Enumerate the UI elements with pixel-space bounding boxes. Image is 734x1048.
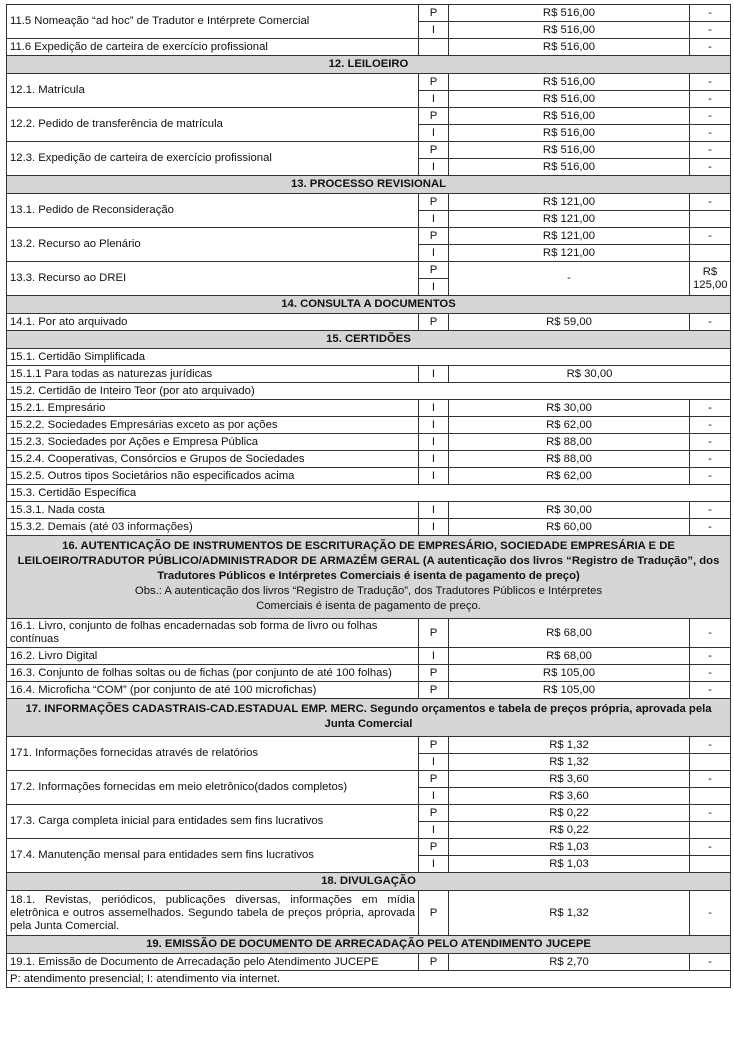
service-fee-extra: -: [690, 805, 731, 822]
service-mode: I: [419, 22, 449, 39]
service-description: 19.1. Emissão de Documento de Arrecadação pelo Atendimento JUCEPE: [7, 954, 419, 971]
service-fee: R$ 30,00: [449, 502, 690, 519]
service-mode: I: [419, 91, 449, 108]
service-description: 15.1.1 Para todas as naturezas jurídicas: [7, 366, 419, 383]
service-fee-extra: -: [690, 159, 731, 176]
service-description: 12.2. Pedido de transferência de matrícula: [7, 108, 419, 142]
footnote-text: P: atendimento presencial; I: atendimento via internet.: [7, 971, 731, 988]
section-note-line-2: Comerciais é isenta de pagamento de preço.: [256, 600, 481, 612]
service-description: 15.2.4. Cooperativas, Consórcios e Grupos de Sociedades: [7, 451, 419, 468]
table-row: [7, 142, 731, 159]
service-fee-extra: -: [690, 228, 731, 245]
service-mode: I: [419, 245, 449, 262]
service-fee-extra: R$ 125,00: [690, 262, 731, 296]
service-mode: I: [419, 502, 449, 519]
service-description: 13.1. Pedido de Reconsideração: [7, 194, 419, 228]
service-description: 18.1. Revistas, periódicos, publicações diversas, informações em mídia eletrônica e outros assemelhados. Segundo tabela de preços própria, aprovada pela Junta Comercial.: [7, 891, 419, 936]
service-mode: I: [419, 754, 449, 771]
table-row: [7, 519, 731, 536]
table-row: [7, 74, 731, 91]
service-fee: R$ 516,00: [449, 125, 690, 142]
service-fee-extra: -: [690, 417, 731, 434]
service-fee: R$ 121,00: [449, 245, 690, 262]
table-row: [7, 468, 731, 485]
table-row: [7, 891, 731, 936]
service-mode: P: [419, 954, 449, 971]
table-row: [7, 434, 731, 451]
service-fee: R$ 1,03: [449, 856, 690, 873]
service-fee-extra: [690, 754, 731, 771]
table-row: [7, 39, 731, 56]
service-mode: P: [419, 891, 449, 936]
table-row: [7, 771, 731, 788]
service-mode: I: [419, 788, 449, 805]
service-mode: I: [419, 400, 449, 417]
service-mode: I: [419, 451, 449, 468]
service-fee: R$ 62,00: [449, 468, 690, 485]
service-fee: -: [449, 262, 690, 296]
service-mode: I: [419, 856, 449, 873]
service-mode: P: [419, 314, 449, 331]
service-description: 16.1. Livro, conjunto de folhas encadernadas sob forma de livro ou folhas contínuas: [7, 619, 419, 648]
subsection-row: [7, 349, 731, 366]
service-description: 13.2. Recurso ao Plenário: [7, 228, 419, 262]
section-header: [7, 536, 731, 619]
section-title: 16. AUTENTICAÇÃO DE INSTRUMENTOS DE ESCRITURAÇÃO DE EMPRESÁRIO, SOCIEDADE EMPRESÁRIA E DE LEILOEIRO/TRADUTOR PÚBLICO/ADMINISTRADOR DE ARMAZÉM GERAL (A autenticação dos livros “Registro de Tradução”, dos Tradutores Públicos e Intérpretes Comerciais é isenta de pagamento de preço): [17, 540, 720, 582]
table-row: [7, 5, 731, 22]
section-title: 18. DIVULGAÇÃO: [7, 873, 731, 891]
service-fee: R$ 3,60: [449, 788, 690, 805]
table-row: [7, 108, 731, 125]
service-mode: P: [419, 839, 449, 856]
service-fee: R$ 1,32: [449, 891, 690, 936]
service-fee-extra: -: [690, 142, 731, 159]
service-description: 17.2. Informações fornecidas em meio eletrônico(dados completos): [7, 771, 419, 805]
service-fee-extra: -: [690, 108, 731, 125]
service-fee: R$ 516,00: [449, 74, 690, 91]
service-mode: P: [419, 194, 449, 211]
service-description: 15.3.2. Demais (até 03 informações): [7, 519, 419, 536]
section-header: [7, 176, 731, 194]
table-row: [7, 805, 731, 822]
service-fee: R$ 121,00: [449, 228, 690, 245]
service-description: 13.3. Recurso ao DREI: [7, 262, 419, 296]
table-row: [7, 194, 731, 211]
service-fee-extra: [690, 822, 731, 839]
service-description: 171. Informações fornecidas através de relatórios: [7, 737, 419, 771]
service-description: 15.2.5. Outros tipos Societários não especificados acima: [7, 468, 419, 485]
service-description: 16.2. Livro Digital: [7, 648, 419, 665]
service-mode: P: [419, 262, 449, 279]
service-mode: I: [419, 279, 449, 296]
service-fee-extra: -: [690, 22, 731, 39]
service-mode: P: [419, 682, 449, 699]
service-fee: R$ 105,00: [449, 665, 690, 682]
table-row: [7, 417, 731, 434]
service-fee: R$ 30,00: [449, 366, 731, 383]
service-description: 15.2.1. Empresário: [7, 400, 419, 417]
section-header: [7, 699, 731, 737]
service-fee-extra: -: [690, 648, 731, 665]
service-mode: P: [419, 737, 449, 754]
subsection-label: 15.1. Certidão Simplificada: [7, 349, 731, 366]
service-fee-extra: -: [690, 502, 731, 519]
service-fee: R$ 0,22: [449, 822, 690, 839]
service-mode: P: [419, 74, 449, 91]
subsection-label: 15.2. Certidão de Inteiro Teor (por ato arquivado): [7, 383, 731, 400]
service-fee: R$ 516,00: [449, 5, 690, 22]
service-fee: R$ 1,32: [449, 737, 690, 754]
service-fee-extra: [690, 856, 731, 873]
section-title: 15. CERTIDÕES: [7, 331, 731, 349]
table-row: [7, 262, 731, 279]
section-title-block: [7, 536, 731, 619]
fee-table-body: [7, 5, 731, 988]
service-description: 12.3. Expedição de carteira de exercício profissional: [7, 142, 419, 176]
service-mode: I: [419, 125, 449, 142]
service-fee-extra: -: [690, 194, 731, 211]
service-description: 11.6 Expedição de carteira de exercício profissional: [7, 39, 419, 56]
service-description: 16.4. Microficha “COM” (por conjunto de até 100 microfichas): [7, 682, 419, 699]
section-title: 14. CONSULTA A DOCUMENTOS: [7, 296, 731, 314]
table-row: [7, 619, 731, 648]
subsection-row: [7, 383, 731, 400]
table-row: [7, 839, 731, 856]
service-fee: R$ 2,70: [449, 954, 690, 971]
table-row: [7, 366, 731, 383]
service-fee: R$ 516,00: [449, 142, 690, 159]
service-mode: [419, 39, 449, 56]
service-fee-extra: -: [690, 891, 731, 936]
table-row: [7, 228, 731, 245]
service-mode: I: [419, 211, 449, 228]
service-fee-extra: -: [690, 314, 731, 331]
service-mode: P: [419, 665, 449, 682]
service-fee: R$ 105,00: [449, 682, 690, 699]
section-title: 13. PROCESSO REVISIONAL: [7, 176, 731, 194]
service-fee: R$ 1,32: [449, 754, 690, 771]
service-mode: I: [419, 468, 449, 485]
service-fee-extra: -: [690, 125, 731, 142]
table-row: [7, 502, 731, 519]
service-fee: R$ 68,00: [449, 619, 690, 648]
service-fee-extra: -: [690, 737, 731, 754]
service-fee: R$ 88,00: [449, 451, 690, 468]
service-fee: R$ 516,00: [449, 22, 690, 39]
service-fee: R$ 516,00: [449, 91, 690, 108]
service-fee-extra: -: [690, 665, 731, 682]
service-fee-extra: -: [690, 451, 731, 468]
service-fee-extra: [690, 788, 731, 805]
service-mode: I: [419, 366, 449, 383]
service-description: 12.1. Matrícula: [7, 74, 419, 108]
service-description: 16.3. Conjunto de folhas soltas ou de fichas (por conjunto de até 100 folhas): [7, 665, 419, 682]
service-description: 15.3.1. Nada costa: [7, 502, 419, 519]
service-fee-extra: -: [690, 91, 731, 108]
service-fee: R$ 3,60: [449, 771, 690, 788]
service-fee: R$ 30,00: [449, 400, 690, 417]
table-row: [7, 400, 731, 417]
service-description: 17.4. Manutenção mensal para entidades sem fins lucrativos: [7, 839, 419, 873]
service-description: 14.1. Por ato arquivado: [7, 314, 419, 331]
table-row: [7, 451, 731, 468]
service-fee-extra: -: [690, 519, 731, 536]
service-fee: R$ 1,03: [449, 839, 690, 856]
section-title: 17. INFORMAÇÕES CADASTRAIS-CAD.ESTADUAL EMP. MERC. Segundo orçamentos e tabela de preços própria, aprovada pela Junta Comercial: [7, 699, 731, 737]
table-row: [7, 737, 731, 754]
service-fee-extra: -: [690, 954, 731, 971]
section-header: [7, 56, 731, 74]
subsection-label: 15.3. Certidão Específica: [7, 485, 731, 502]
service-description: 17.3. Carga completa inicial para entidades sem fins lucrativos: [7, 805, 419, 839]
service-description: 15.2.3. Sociedades por Ações e Empresa Pública: [7, 434, 419, 451]
service-fee-extra: -: [690, 839, 731, 856]
service-mode: I: [419, 159, 449, 176]
table-row: [7, 314, 731, 331]
table-row: [7, 665, 731, 682]
service-fee: R$ 59,00: [449, 314, 690, 331]
service-mode: I: [419, 648, 449, 665]
service-description: 15.2.2. Sociedades Empresárias exceto as por ações: [7, 417, 419, 434]
service-mode: I: [419, 434, 449, 451]
service-fee-extra: -: [690, 619, 731, 648]
service-mode: P: [419, 619, 449, 648]
section-header: [7, 936, 731, 954]
service-fee: R$ 88,00: [449, 434, 690, 451]
section-header: [7, 296, 731, 314]
service-fee: R$ 121,00: [449, 194, 690, 211]
service-mode: P: [419, 805, 449, 822]
service-fee-extra: -: [690, 468, 731, 485]
service-fee: R$ 68,00: [449, 648, 690, 665]
service-mode: P: [419, 5, 449, 22]
table-row: [7, 954, 731, 971]
service-fee: R$ 516,00: [449, 108, 690, 125]
table-row: [7, 682, 731, 699]
service-mode: I: [419, 519, 449, 536]
service-description: 11.5 Nomeação “ad hoc” de Tradutor e Intérprete Comercial: [7, 5, 419, 39]
section-header: [7, 331, 731, 349]
service-mode: P: [419, 108, 449, 125]
service-fee: R$ 62,00: [449, 417, 690, 434]
service-fee-extra: -: [690, 39, 731, 56]
footnote-row: [7, 971, 731, 988]
section-title: 19. EMISSÃO DE DOCUMENTO DE ARRECADAÇÃO PELO ATENDIMENTO JUCEPE: [7, 936, 731, 954]
service-fee-extra: -: [690, 434, 731, 451]
service-mode: P: [419, 142, 449, 159]
service-fee: R$ 0,22: [449, 805, 690, 822]
service-mode: I: [419, 822, 449, 839]
service-mode: P: [419, 771, 449, 788]
service-fee: R$ 60,00: [449, 519, 690, 536]
service-fee-extra: [690, 245, 731, 262]
service-fee: R$ 121,00: [449, 211, 690, 228]
section-title: 12. LEILOEIRO: [7, 56, 731, 74]
section-header: [7, 873, 731, 891]
service-fee-extra: -: [690, 771, 731, 788]
service-fee-extra: -: [690, 5, 731, 22]
service-fee-extra: [690, 211, 731, 228]
section-note-line-1: Obs.: A autenticação dos livros “Registro de Tradução”, dos Tradutores Públicos e Intérpretes: [134, 585, 603, 597]
service-mode: I: [419, 417, 449, 434]
service-fee: R$ 516,00: [449, 39, 690, 56]
service-fee-extra: -: [690, 682, 731, 699]
fee-table: [6, 4, 731, 988]
service-fee: R$ 516,00: [449, 159, 690, 176]
service-mode: P: [419, 228, 449, 245]
subsection-row: [7, 485, 731, 502]
service-fee-extra: -: [690, 400, 731, 417]
service-fee-extra: -: [690, 74, 731, 91]
table-row: [7, 648, 731, 665]
